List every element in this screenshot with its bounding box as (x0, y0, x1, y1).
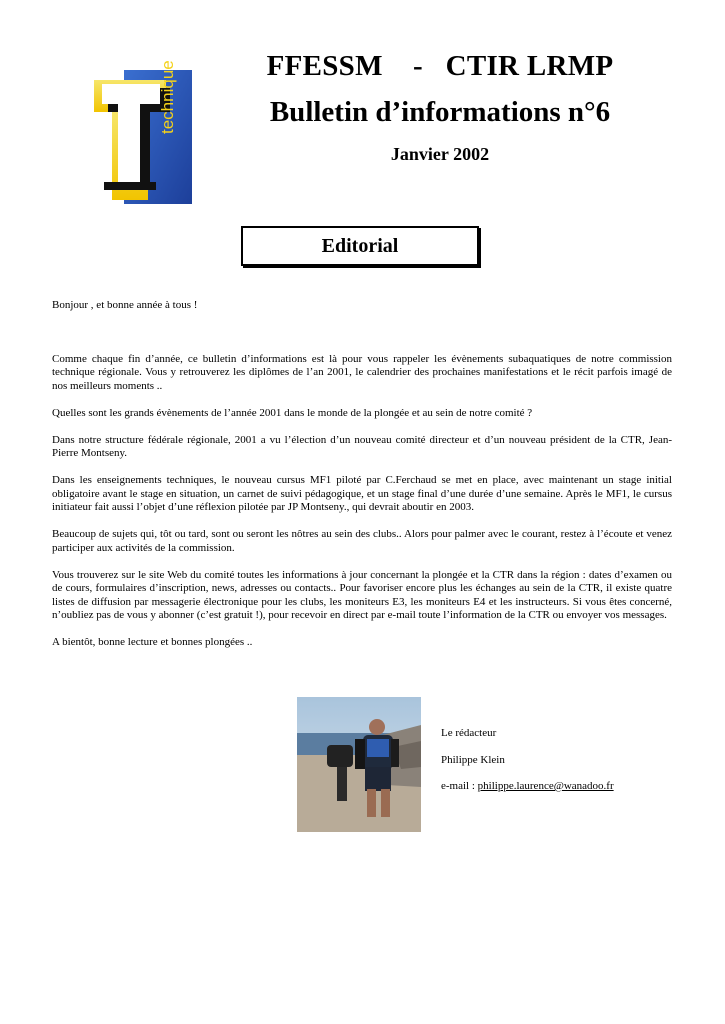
signature-email (441, 780, 614, 794)
signature-role: Le rédacteur (441, 727, 497, 739)
author-photo (297, 697, 421, 832)
greeting: Bonjour , et bonne année à tous ! (52, 299, 198, 311)
paragraph: Comme chaque fin d’année, ce bulletin d’informations est là pour vous rappeler les évènements subaquatiques de notre commission technique régionale. Vous y retrouverez les diplômes de l’an 2001, le calendrier des prochaines manifestations et le récit parfois imagé de nos meilleurs moments .. (52, 352, 672, 392)
paragraph: Beaucoup de sujets qui, tôt ou tard, sont ou seront les nôtres au sein des clubs.. Alors pour palmer avec le courant, restez à l’écoute et venez participer aux activités de la commission. (52, 528, 672, 554)
paragraph: Quelles sont les grands évènements de l’année 2001 dans le monde de la plongée et au sein de notre comité ? (52, 406, 533, 419)
paragraph: Dans notre structure fédérale régionale, 2001 a vu l’élection d’un nouveau comité directeur et d’un nouveau président de la CTR, Jean-Pierre Montseny. (52, 433, 672, 459)
bulletin-title: Bulletin d’informations n°6 (269, 96, 611, 128)
email-link[interactable]: philippe.laurence@wanadoo.fr (477, 780, 614, 792)
signature-name: Philippe Klein (441, 753, 505, 766)
signature-block (441, 727, 614, 807)
editorial-label: Editorial (321, 234, 399, 257)
technique-logo (94, 70, 192, 204)
editorial-heading (241, 226, 479, 266)
paragraph: Vous trouverez sur le site Web du comité toutes les informations à jour concernant la plongée et la CTR dans la région : dates d’examen ou de cours, formulaires d’inscription, news, adresses ou contacts.. Pour favoriser encore plus les échanges au sein de la CTR, il existe quatre listes de diffusion par messagerie électronique pour les clubs, les moniteurs E3, les moniteurs E4 et les instructeurs. Si vous êtes concerné, n’oubliez pas de vous y abonner (c’est gratuit !), pour recevoir en direct par e-mail toute l’information de la CTR ou envoyer vos messages. (52, 568, 672, 621)
paragraph: A bientôt, bonne lecture et bonnes plongées .. (52, 636, 253, 648)
editorial-body (52, 299, 672, 663)
paragraph: Dans les enseignements techniques, le nouveau cursus MF1 piloté par C.Ferchaud se met en place, avec maintenant un stage initial obligatoire avant le stage en situation, un carnet de suivi pédagogique, et un stage final d’une durée d’une semaine. Après le MF1, le cursus initiateur fait aussi l’objet d’une réflexion pilotée par JP Montseny., qui devrait aboutir en 2003. (52, 474, 672, 513)
email-label: e-mail : (441, 780, 478, 792)
header-title: FFESSM - CTIR LRMP (266, 50, 614, 82)
bulletin-date: Janvier 2002 (390, 144, 490, 164)
